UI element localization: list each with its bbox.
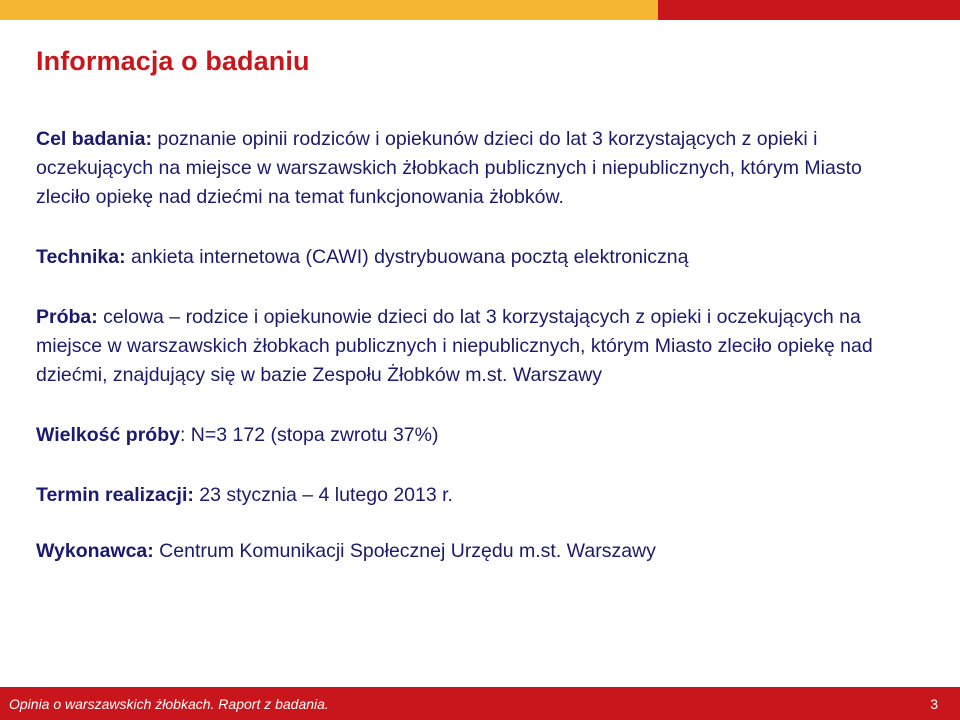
section-wielkosc-label: Wielkość próby [36,424,180,446]
section-proba-text: celowa – rodzice i opiekunowie dzieci do lat 3 korzystających z opieki i oczekujących na miejsce w warszawskich żłobkach publicznych i niepublicznych, którym Miasto zleciło opiekę nad dziećmi, znajdujący się w bazie Zespołu Żłobków m.st. Warszawy [36,306,873,386]
section-cel-text: poznanie opinii rodziców i opiekunów dzieci do lat 3 korzystających z opieki i oczekujących na miejsce w warszawskich żłobkach publicznych i niepublicznych, którym Miasto zleciło opiekę nad dziećmi na temat funkcjonowania żłobków. [36,128,862,208]
section-cel-label: Cel badania: [36,128,152,150]
section-proba-label: Próba: [36,306,98,328]
section-wykonawca [36,537,926,566]
footer-bar [0,687,960,720]
section-wielkosc [36,421,926,450]
section-termin [36,481,926,510]
footer-report-title: Opinia o warszawskich żłobkach. Raport z badania. [9,696,329,712]
page-title: Informacja o badaniu [36,46,310,76]
section-wykonawca-text: Centrum Komunikacji Społecznej Urzędu m.st. Warszawy [153,540,656,562]
page-number: 3 [930,696,938,712]
section-technika [36,243,926,272]
section-termin-label: Termin realizacji: [36,484,194,506]
section-cel [36,125,916,212]
top-accent-bar [0,0,960,20]
section-technika-label: Technika: [36,246,126,268]
section-wielkosc-text: : N=3 172 (stopa zwrotu 37%) [179,424,439,446]
section-technika-text: ankieta internetowa (CAWI) dystrybuowana pocztą elektroniczną [125,246,689,268]
top-accent-red [658,0,960,20]
section-proba [36,303,926,390]
section-wykonawca-label: Wykonawca: [36,540,154,562]
top-accent-yellow [0,0,658,20]
section-termin-text: 23 stycznia – 4 lutego 2013 r. [193,484,453,506]
